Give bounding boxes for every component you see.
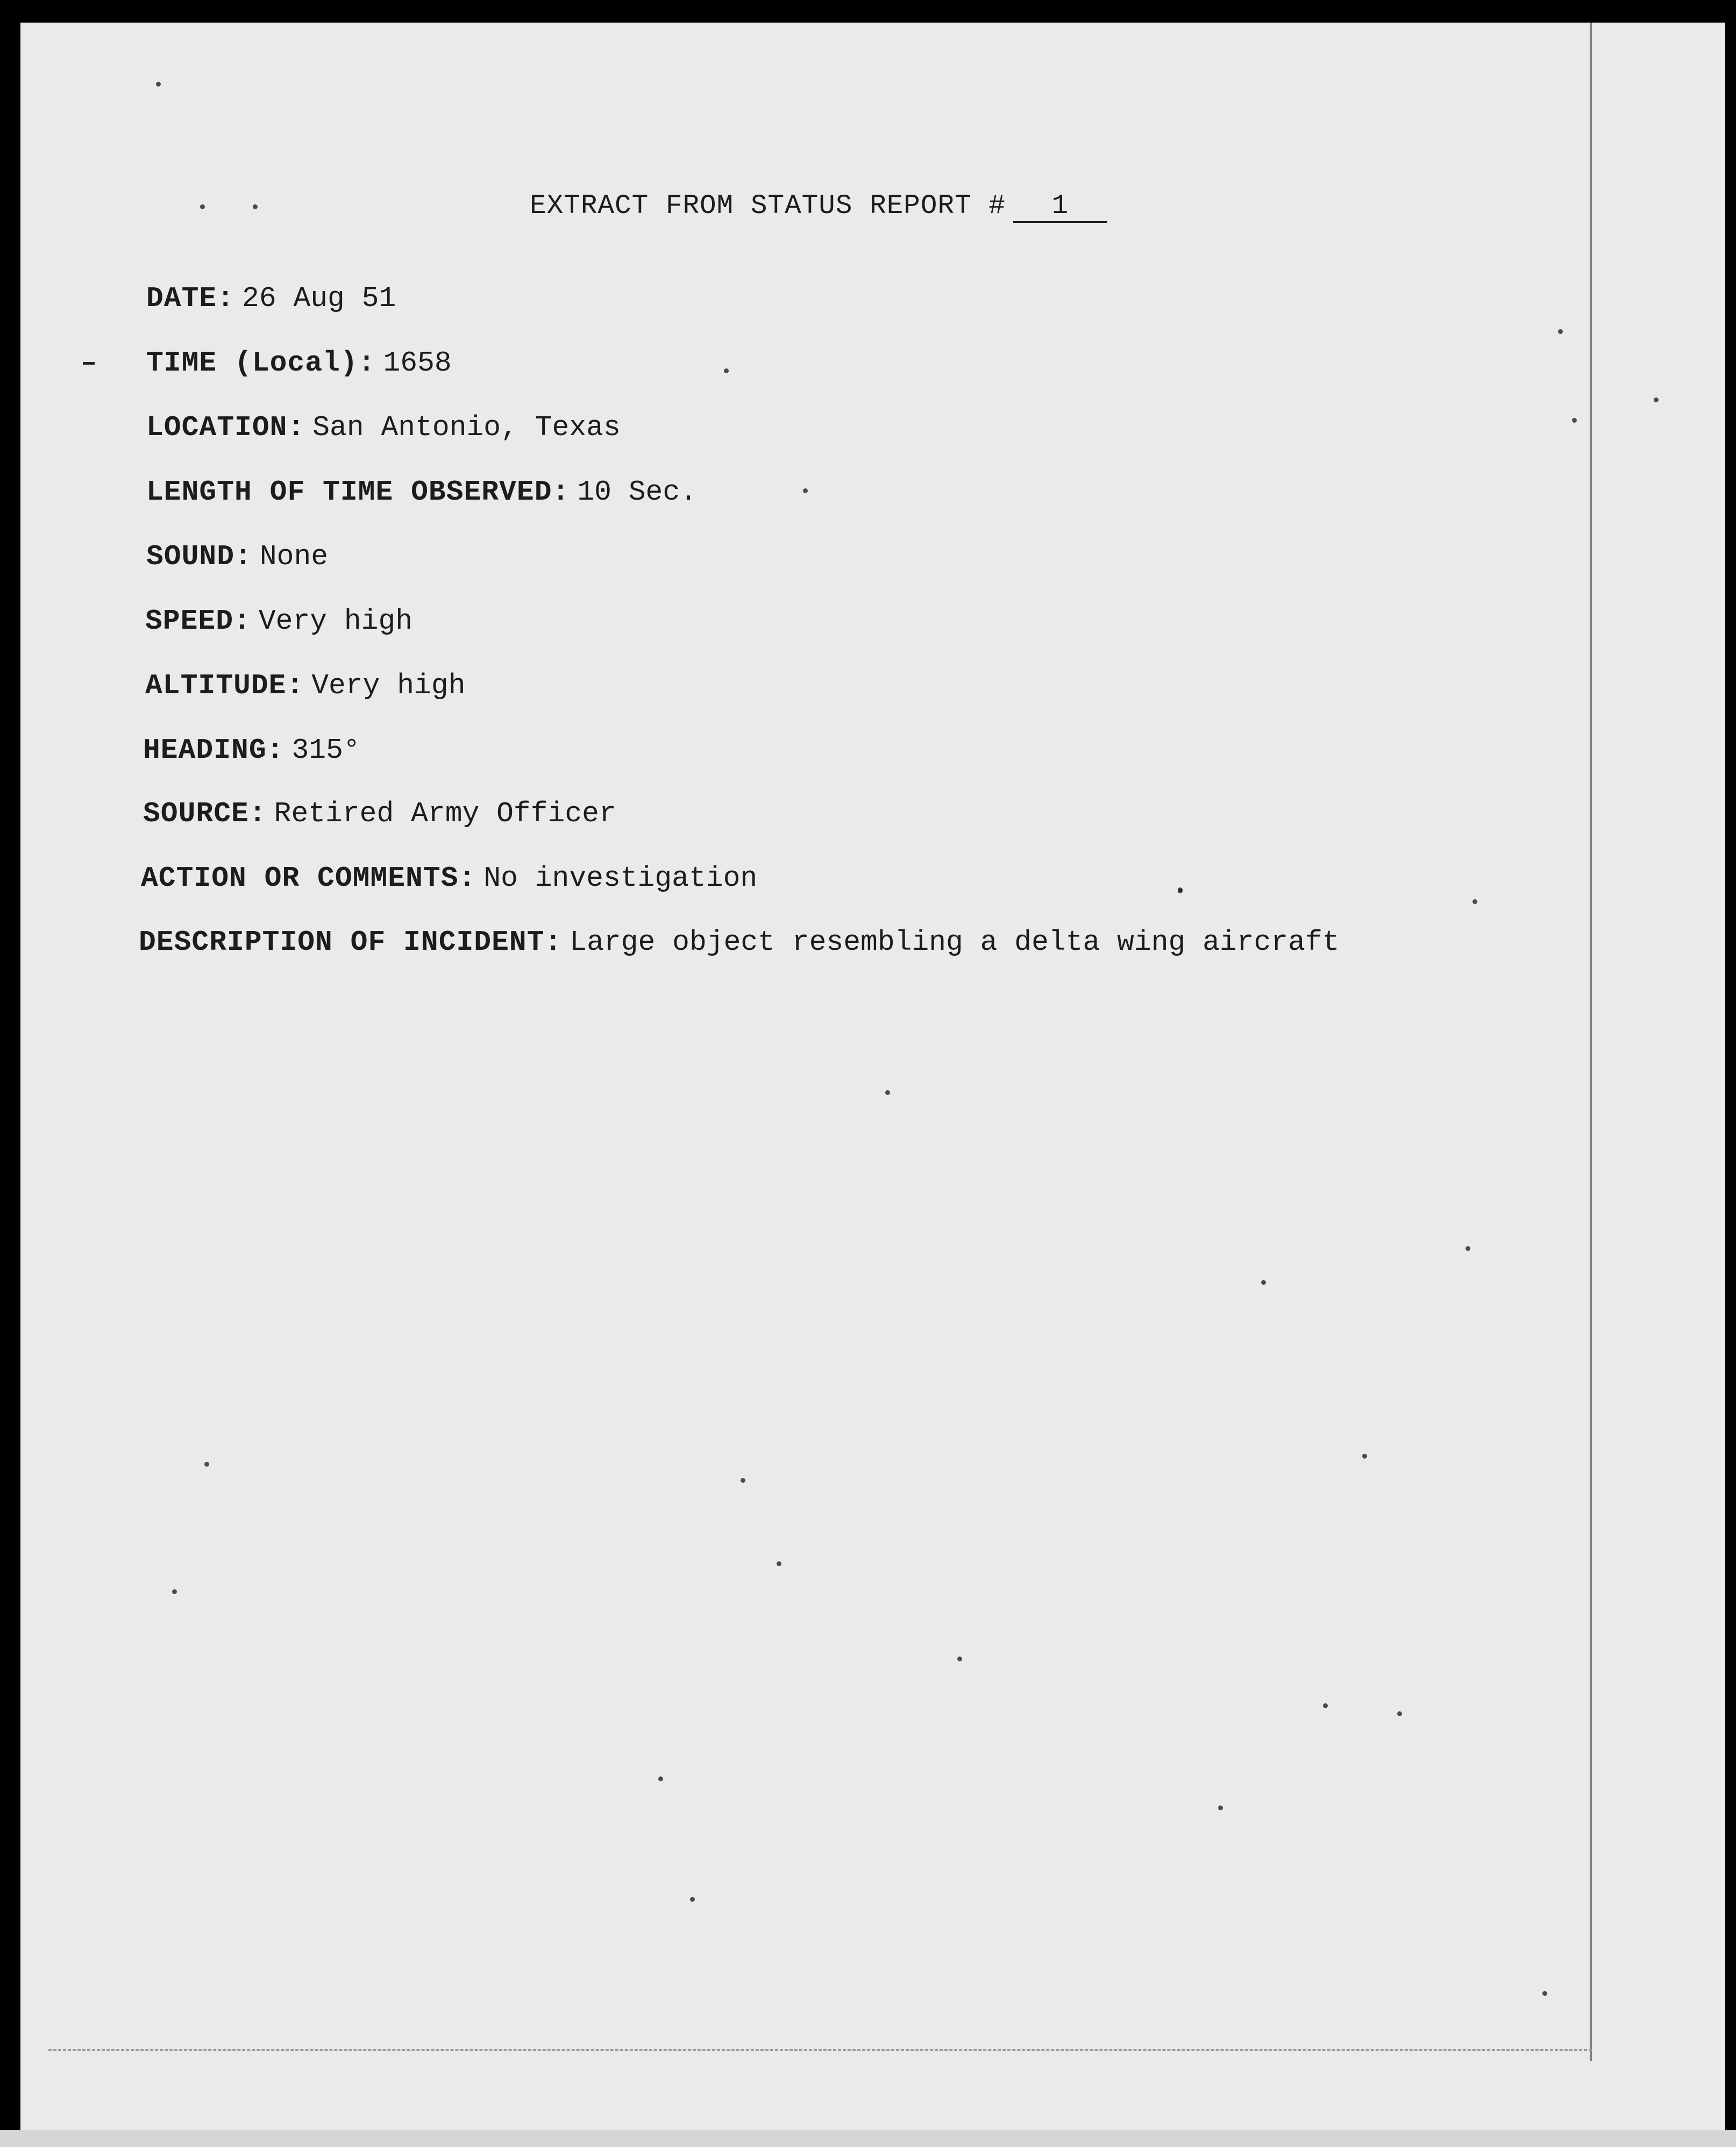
scan-speck <box>885 1090 890 1095</box>
field-label: DATE: <box>146 282 235 315</box>
field-source <box>143 798 616 830</box>
scan-speck <box>1397 1711 1402 1716</box>
scan-speck <box>1362 1454 1367 1459</box>
scan-speck <box>724 368 729 373</box>
bottom-rule <box>48 2049 1592 2051</box>
field-value: No investigation <box>483 862 758 894</box>
paper-edge-line <box>1590 23 1597 2061</box>
scan-speck <box>1465 1246 1470 1251</box>
field-label: HEADING: <box>143 734 284 766</box>
field-label: ACTION OR COMMENTS: <box>141 862 476 894</box>
scan-mark <box>83 362 95 365</box>
field-time <box>146 347 452 379</box>
field-label: SPEED: <box>145 605 251 637</box>
scan-speck <box>172 1589 177 1594</box>
scan-speck <box>1261 1280 1266 1285</box>
scan-speck <box>1218 1805 1223 1810</box>
report-number: 1 <box>1013 192 1107 223</box>
scan-speck <box>1472 899 1477 904</box>
field-speed <box>145 605 412 637</box>
field-location <box>146 411 621 444</box>
field-altitude <box>145 670 466 702</box>
scan-speck <box>741 1478 745 1483</box>
field-value: 1658 <box>383 347 452 379</box>
scan-speck <box>1178 887 1183 892</box>
field-sound <box>146 541 328 573</box>
field-date <box>146 282 396 315</box>
paper-sheet <box>20 23 1725 2147</box>
field-label: SOURCE: <box>143 798 267 830</box>
report-title <box>530 191 1107 223</box>
scan-speck <box>1572 418 1577 423</box>
field-length-of-time <box>146 476 697 508</box>
field-label: LOCATION: <box>146 411 305 444</box>
field-description-of-incident <box>139 926 1340 958</box>
field-value: 26 Aug 51 <box>242 282 396 315</box>
scan-speck <box>204 1462 209 1467</box>
field-label: ALTITUDE: <box>145 670 304 702</box>
field-value: None <box>259 541 329 573</box>
scan-speck <box>658 1776 663 1781</box>
scan-speck <box>957 1657 962 1661</box>
scan-speck <box>803 488 808 493</box>
field-value: Very high <box>311 670 466 702</box>
field-label: DESCRIPTION OF INCIDENT: <box>139 926 563 958</box>
field-value: Very high <box>258 605 413 637</box>
field-value: Retired Army Officer <box>274 798 616 830</box>
scan-speck <box>690 1897 695 1902</box>
scan-speck <box>1542 1991 1547 1996</box>
field-heading <box>143 734 360 766</box>
scan-speck <box>1323 1703 1328 1708</box>
field-value: San Antonio, Texas <box>312 411 621 444</box>
scan-speck <box>1558 329 1563 334</box>
field-label: TIME (Local): <box>146 347 376 379</box>
field-value: 315° <box>291 734 360 766</box>
field-value: Large object resembling a delta wing aircraft <box>570 926 1340 958</box>
scan-speck <box>253 204 258 209</box>
scan-speck <box>156 82 161 87</box>
report-title-text: EXTRACT FROM STATUS REPORT # <box>530 191 1006 222</box>
scan-speck <box>1654 397 1659 402</box>
field-label: SOUND: <box>146 541 252 573</box>
field-value: 10 Sec. <box>577 476 697 508</box>
field-label: LENGTH OF TIME OBSERVED: <box>146 476 570 508</box>
scan-speck <box>200 204 205 209</box>
scan-speck <box>777 1561 781 1566</box>
field-action-or-comments <box>141 862 757 894</box>
scan-bottom-band <box>0 2130 1736 2147</box>
